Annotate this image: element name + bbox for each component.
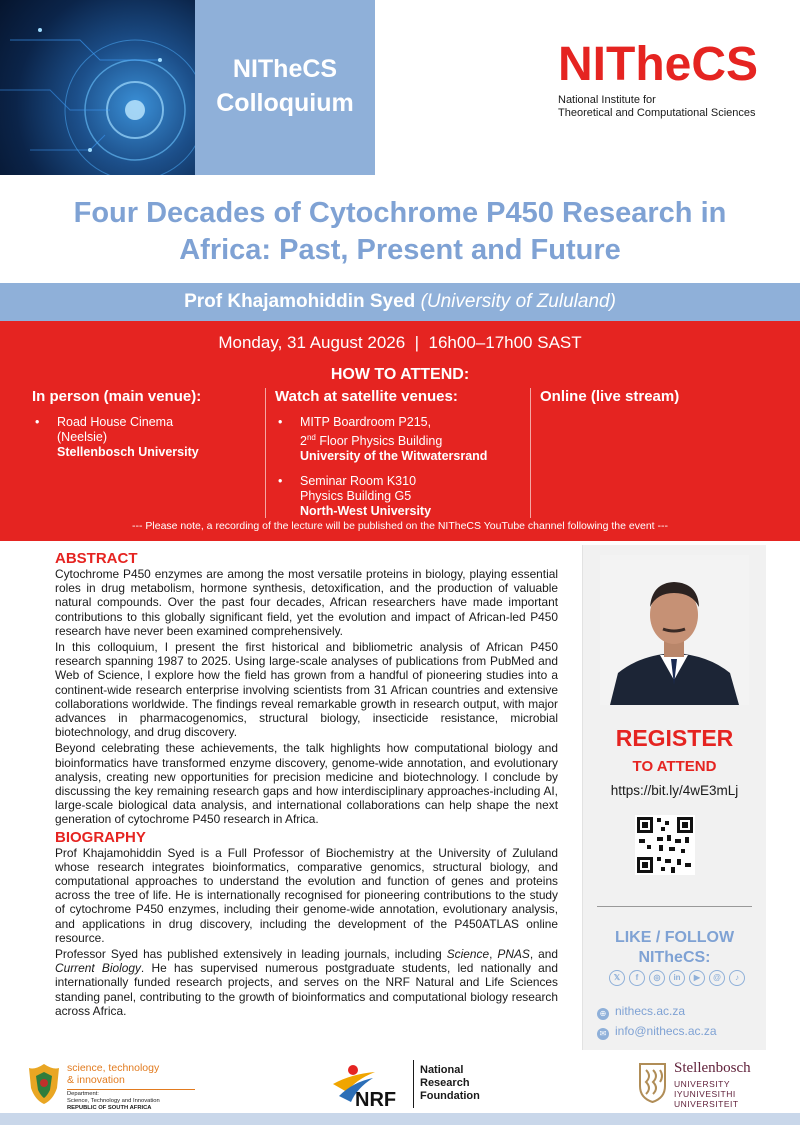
follow-line1: LIKE / FOLLOW	[614, 929, 735, 946]
abstract-heading: ABSTRACT	[55, 550, 138, 567]
stellenbosch-subtitle	[674, 1079, 739, 1109]
logo-wordmark: NITheCS	[558, 38, 759, 91]
event-date: Monday, 31 August 2026	[218, 333, 406, 352]
dsti-dept-line: Department:	[67, 1091, 99, 1097]
website-contact[interactable]	[597, 1004, 685, 1020]
facebook-icon[interactable]: f	[629, 970, 645, 986]
column-heading: Online (live stream)	[540, 388, 680, 405]
hero-tech-image	[0, 0, 195, 175]
x-icon[interactable]: 𝕏	[609, 970, 625, 986]
venue-line: • Road House Cinema	[57, 415, 174, 429]
social-icons	[597, 970, 757, 986]
bio-text: . He has supervised numerous postgraduate students, led nationally and internationally funded research projects, and serves on the NRF Natural and Life Sciences standing panel, contributing to the growth of bioinformatics and computational biology research across Africa.	[55, 961, 558, 1018]
speaker-name: Prof Khajamohiddin Syed	[184, 291, 416, 312]
abstract-paragraph: In this colloquium, I present the first historical and bibliometric analysis of African P450 research spanning 1987 to 2025. Using large-scale analyses of publications from PubMed and Web of Science, I explore how the field has grown from a handful of pioneering studies into a continent-wide research enterprise involving scientists from 31 African countries and extensive collaborations worldwide. The findings reveal remarkable growth in research output, with major advances in pharmacogenomics, structural biology, insecticide resistance, microbial biotechnology, and drug discovery.	[55, 640, 558, 740]
header	[0, 0, 800, 178]
dsti-department	[67, 1091, 160, 1112]
follow-heading	[583, 928, 766, 968]
dsti-dept-line: REPUBLIC OF SOUTH AFRICA	[67, 1105, 152, 1111]
date-separator: |	[414, 333, 420, 352]
logo-subtitle	[558, 94, 788, 120]
footer-logos	[0, 1055, 800, 1115]
column-heading: Watch at satellite venues:	[275, 388, 458, 405]
biography-paragraph	[55, 947, 558, 1018]
dsti-wordmark	[67, 1062, 159, 1086]
register-subheading: TO ATTEND	[632, 758, 717, 775]
journal-name: PNAS	[497, 947, 530, 962]
speaker-bar	[0, 283, 800, 321]
abstract-paragraph: Cytochrome P450 enzymes are among the most versatile proteins in biology, playing essential roles in drug metabolism, hormone synthesis, detoxification, and the production of valuable natural compounds. Over the past four decades, African researchers have made important contributions to this globally significant field, yet the evolution and impact of African-led P450 research have never been examined comprehensively.	[55, 567, 558, 638]
nithecs-logo	[558, 40, 788, 120]
email-contact[interactable]	[597, 1024, 717, 1040]
floor-suffix: nd	[306, 433, 316, 442]
journal-name: Science	[446, 947, 490, 962]
speaker-photo	[600, 555, 749, 705]
follow-line2: NITheCS:	[638, 949, 711, 966]
how-to-attend-heading: HOW TO ATTEND:	[330, 366, 470, 383]
logo-sub-line1: National Institute for	[558, 94, 656, 106]
dsti-logo	[25, 1060, 195, 1112]
biography-heading: BIOGRAPHY	[55, 828, 146, 846]
dsti-rule	[67, 1089, 195, 1090]
bottom-bar	[0, 1113, 800, 1125]
bio-text: , and	[529, 947, 558, 962]
event-details	[0, 321, 800, 541]
venue-institution: Stellenbosch University	[57, 445, 199, 459]
nrf-logo	[325, 1058, 495, 1112]
registration-link[interactable]: https://bit.ly/4wE3mLj	[610, 783, 739, 798]
abstract-paragraph: Beyond celebrating these achievements, the talk highlights how computational biology and bioinformatics have transformed enzyme discovery, genome-wide annotation, and evolutionary analysis, creating new opportunities for precision medicine and biotechnology. I conclude by discussing the key remaining research gaps and how interdisciplinary approaches-including AI, large-scale biological data analysis, and international collaborations can help shape the next generation of cytochrome P450 research in Africa.	[55, 741, 558, 827]
nrf-line: National	[420, 1064, 464, 1076]
sidebar-divider	[597, 906, 752, 907]
main-content	[55, 550, 558, 1020]
colloquium-line2: Colloquium	[216, 89, 354, 117]
colloquium-label	[195, 52, 375, 120]
floor-number: 2	[300, 434, 307, 449]
venue-line: Physics Building G5	[300, 489, 412, 504]
instagram-icon[interactable]: ◎	[649, 970, 665, 986]
nrf-wordmark	[420, 1064, 480, 1103]
youtube-icon[interactable]: ▶	[689, 970, 705, 986]
linkedin-icon[interactable]: in	[669, 970, 685, 986]
column-divider	[530, 388, 531, 518]
talk-title-line1: Four Decades of Cytochrome P450 Research in	[73, 197, 727, 229]
stel-line: UNIVERSITY	[674, 1079, 731, 1089]
nrf-mark-text: NRF	[355, 1089, 397, 1108]
event-time: 16h00–17h00 SAST	[428, 333, 582, 352]
floor-text: Floor Physics Building	[315, 434, 443, 449]
venue-institution: University of the Witwatersrand	[300, 449, 488, 464]
tiktok-icon[interactable]: ♪	[729, 970, 745, 986]
colloquium-line1: NITheCS	[232, 55, 338, 83]
threads-icon[interactable]: @	[709, 970, 725, 986]
qr-code[interactable]	[635, 815, 695, 875]
stellenbosch-logo	[636, 1058, 786, 1112]
venue-item	[275, 415, 525, 464]
stellenbosch-crest-icon	[636, 1060, 669, 1104]
hero-banner	[0, 0, 375, 175]
venue-line: (Neelsie)	[57, 430, 108, 444]
dsti-line1: science, technology	[67, 1062, 160, 1074]
venue-column-in-person	[32, 388, 262, 470]
dsti-dept-line: Science, Technology and Innovation	[67, 1098, 160, 1104]
talk-title	[0, 195, 800, 269]
globe-icon: ⊕	[597, 1008, 609, 1020]
venue-column-satellite	[275, 388, 525, 529]
venue-line	[300, 430, 525, 449]
date-time	[0, 333, 800, 353]
email-link[interactable]: info@nithecs.ac.za	[615, 1024, 717, 1038]
recording-note: --- Please note, a recording of the lecture will be published on the NITheCS YouTube channel following the event ---	[131, 520, 668, 532]
talk-title-line2: Africa: Past, Present and Future	[179, 234, 621, 266]
website-link[interactable]: nithecs.ac.za	[615, 1004, 686, 1018]
biography-paragraph: Prof Khajamohiddin Syed is a Full Professor of Biochemistry at the University of Zululand whose research integrates bioinformatics, comparative genomics, structural biology, and computational approaches to understand the evolution and function of genes and proteins across the tree of life. He is internationally recognised for pioneering contributions to the study of cytochrome P450 enzymes, including their genome-wide annotation, evolutionary analysis, and applications in drug discovery, including the development of the P450ATLAS online resource.	[55, 845, 558, 945]
email-icon: ✉	[597, 1028, 609, 1040]
venue-item	[275, 474, 525, 519]
nrf-line: Foundation	[420, 1090, 480, 1102]
sidebar	[582, 545, 766, 1050]
bio-text: Professor Syed has published extensively in leading journals, including	[55, 947, 447, 962]
column-heading: In person (main venue):	[32, 388, 202, 405]
coat-of-arms-icon	[25, 1062, 63, 1106]
venue-line: • Seminar Room K310	[300, 474, 417, 489]
stel-line: IYUNIVESITHI	[674, 1089, 736, 1099]
venue-institution: North-West University	[300, 504, 432, 519]
stel-line: UNIVERSITEIT	[674, 1099, 739, 1109]
nrf-divider	[413, 1060, 414, 1108]
stellenbosch-name: Stellenbosch	[674, 1060, 751, 1076]
venue-item	[32, 415, 262, 460]
nrf-line: Research	[420, 1077, 470, 1089]
column-divider	[265, 388, 266, 518]
venue-column-online	[540, 388, 760, 415]
journal-name: Current Biology	[55, 961, 141, 976]
register-heading: REGISTER	[615, 725, 734, 751]
logo-sub-line2: Theoretical and Computational Sciences	[558, 107, 756, 119]
bio-text: ,	[489, 947, 498, 962]
venue-line: • MITP Boardroom P215,	[300, 415, 432, 429]
dsti-line2: & innovation	[67, 1074, 125, 1086]
nrf-figure-icon	[325, 1062, 405, 1108]
speaker-affiliation: (University of Zululand)	[420, 291, 616, 312]
